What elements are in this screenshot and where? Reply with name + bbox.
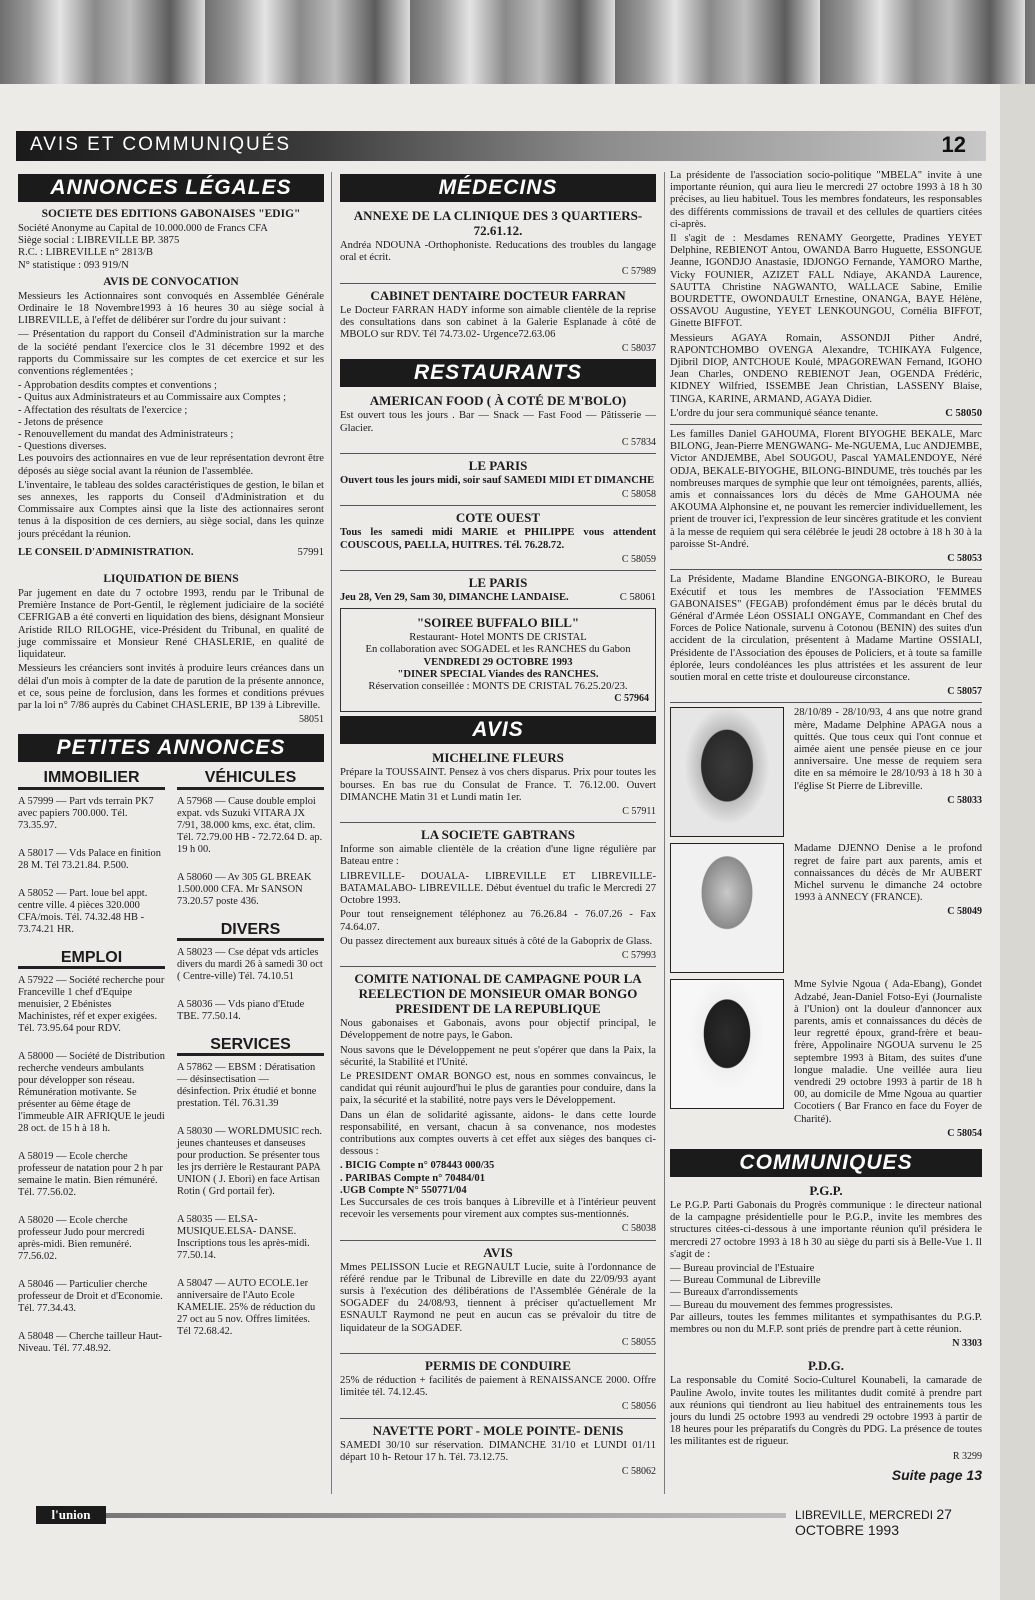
paragraph: Les pouvoirs des actionnaires en vue de leur représentation devront être déposés au siège social avant la réunion de l'assemblée.: [18, 453, 324, 477]
edig-info: [18, 223, 324, 272]
classified-ad: A 58000 — Société de Distribution recherche vendeurs ambulants pour développer son réseau. Rémunération motivante. Se présenter au 6ème étage de l'immeuble AIR AFRIQUE le jeudi 28 oct. de 15 h à 18 h.: [18, 1050, 165, 1134]
ref-number: C 58062: [621, 1466, 656, 1477]
paragraph: 28/10/89 - 28/10/93, 4 ans que notre grand mère, Madame Delphine APAGA nous a quittés. Que tous ceux qui l'ont connue et aimée aient une pensée pieuse en ce jour anniversaire. Une messe de requiem sera dite en sa mémoire le 28/10/93 à 18 h 30 à l'église St Pierre de Libreville.: [794, 707, 982, 792]
ref-number: C 57964: [614, 693, 649, 705]
ref-number: R 3299: [952, 1450, 982, 1462]
footer-date: [795, 1506, 1000, 1538]
ref-number: C 58055: [621, 1336, 656, 1348]
convocation-title: AVIS DE CONVOCATION: [103, 275, 239, 288]
obituary: [670, 707, 982, 837]
ref-number: 58051: [299, 714, 324, 726]
divider: [340, 1240, 656, 1241]
band-medecins: MÉDECINS: [340, 174, 656, 202]
buffalo-line: Réservation conseillée : MONTS DE CRISTAL 76.25.20/23.: [368, 681, 628, 693]
ref-number: C 58053: [947, 553, 982, 565]
paragraph: Dans un élan de solidarité agissante, aidons- le dans cette lourde responsabilité, en versant, chacun à sa convenance, nos modestes contributions aux comptes ouverts à cet effet aux sièges des banques ci-dessous :: [340, 1109, 656, 1158]
bank-account: . BICIG Compte n° 078443 000/35: [340, 1160, 495, 1172]
newspaper-logo: l'union: [36, 1506, 106, 1524]
category-divers: DIVERS: [177, 924, 324, 941]
paragraph: Jeu 28, Ven 29, Sam 30, DIMANCHE LANDAISE.: [340, 592, 569, 604]
paragraph: Est ouvert tous les jours . Bar — Snack — Fast Food — Pâtisserie — Glacier.: [340, 410, 656, 434]
column-divider: [331, 172, 332, 1494]
paragraph: La responsable du Comité Socio-Culturel Kounabeli, la camarade de Pauline Awolo, invite toutes les militantes dudit comité à prendre part aux réunions qui tiendront au lieu habituel des entrainements tous les jours du lundi 25 octobre 1993 au vendredi 29 octobre 1993 à partir de 18 heures pour les préparatifs du Congrès du PDG. La présence de toutes les militantes est de rigueur.: [670, 1375, 982, 1448]
pa-left-column: [18, 768, 165, 1370]
micheline-title: MICHELINE FLEURS: [432, 750, 564, 766]
paragraph: Nous savons que le Développement ne peut s'opérer que dans la Paix, la sécurité, la Stabilité et l'Unité.: [340, 1044, 656, 1068]
paragraph: Prépare la TOUSSAINT. Pensez à vos chers disparus. Prix pour toutes les bourses. En bas rue du Consulat de France. T. 76.12.00. Ouvert DIMANCHE Matin 31 et Lundi matin 1er.: [340, 767, 656, 803]
agenda-item: - Jetons de présence: [18, 416, 104, 428]
paragraph: 25% de réduction + facilités de paiement à RENAISSANCE 2000. Offre limitée tél. 74.12.45.: [340, 1374, 656, 1399]
paragraph: Pour tout renseignement téléphonez au 76.26.84 - 76.07.26 - Fax 74.64.07.: [340, 909, 656, 933]
info-line: Société Anonyme au Capital de 10.000.000 de Francs CFA: [18, 223, 268, 234]
portrait-photo: [670, 707, 784, 837]
divider: [670, 702, 982, 703]
portrait-photo: [670, 843, 784, 973]
paragraph: Madame DJENNO Denise a le profond regret de faire part aux parents, amis et connaissances du décès de Mr AUBERT Michel survenu le dimanche 24 octobre 1993 à ANNECY (FRANCE).: [794, 843, 982, 904]
divider: [340, 966, 656, 967]
signature-row: [18, 547, 324, 559]
paragraph: Il s'agit de : Mesdames RENAMY Georgette, Pradines YEYET Delphine, REBIENOT Antou, OWANDA Barro Huguette, ESSONGUE Jeanne, IGONDJO Anastasie, IDJONGO Fernande, YAMORO Marthe, Vicky FOUNIER, AZIZET FALL Ndiaye, AKANDA Laurence, SAUTTA Christine NAGWANTO, WALLACE Sabine, Emilie BOURDETTE, OWONDAULT Ernestine, ONANGA, BAYE Hélène, OSSAVOU Augustine, YEYET LENKOUNGOU, Cornélia BIFFOT, Ginette BIFFOT.: [670, 233, 982, 330]
paragraph: Le PRESIDENT OMAR BONGO est, nous en sommes convaincus, le candidat qui réunit aujourd'hui le plus de garanties pour conduire, dans la paix, la sécurité et la stabilité, notre pays vers le Développement.: [340, 1070, 656, 1107]
info-line: Siège social : LIBREVILLE BP. 3875: [18, 235, 180, 247]
divider: [340, 1418, 656, 1419]
ref-number: C 58057: [947, 686, 982, 698]
ref-number: C 58037: [621, 343, 656, 355]
annexe-title: ANNEXE DE LA CLINIQUE DES 3 QUARTIERS- 72.61.12.: [353, 208, 643, 238]
paragraph: Messieurs les Actionnaires sont convoqués en Assemblée Générale Ordinaire le 18 Novembre1993 à 16 heures 30 au siège social à LIBREVILLE, à l'effet de délibérer sur l'ordre du jour suivant :: [18, 290, 324, 327]
edig-title: SOCIETE DES EDITIONS GABONAISES "EDIG": [41, 208, 301, 220]
category-services: SERVICES: [177, 1039, 324, 1056]
paragraph: Par ailleurs, toutes les femmes militantes et sympathisantes du P.G.P. membres ou non du M.F.P. sont priés de prendre part à cette réunion.: [670, 1311, 982, 1335]
buffalo-title: "SOIREE BUFFALO BILL": [416, 615, 580, 631]
band-communiques: COMMUNIQUES: [670, 1149, 982, 1177]
classified-ad: A 58047 — AUTO ECOLE.1er anniversaire de l'Auto Ecole KAMELIE. 25% de réduction du 27 oct au 5 nov. Offres limitées. Tél 72.68.42.: [177, 1277, 316, 1337]
ref-number: C 58033: [947, 794, 982, 806]
farran-title: CABINET DENTAIRE DOCTEUR FARRAN: [370, 287, 626, 303]
comite-title: COMITE NATIONAL DE CAMPAGNE POUR LA REELECTION DE MONSIEUR OMAR BONGO PRESIDENT DE LA REPUBLIQUE: [354, 971, 642, 1017]
buffalo-line: En collaboration avec SOGADEL et les RANCHES du Gabon: [365, 644, 631, 656]
paragraph: Les Succursales de ces trois banques à Libreville et à l'intérieur peuvent recevoir les versements pour virement aux comptes sus-mentionnés.: [340, 1196, 656, 1221]
paragraph: Mmes PELISSON Lucie et REGNAULT Lucie, suite à l'ordonnance de référé rendue par le Tribunal de Libreville en date du 22/09/93 ayant sursis à l'exécution des délibérations de l'Assemblée Générale de la SOGADEF du 24/08/93, tiennent à préciser qu'actuellement Mr ESNAULT Raymond ne peut en aucun cas se prévaloir du titre de liquidateur de la SOGADEF.: [340, 1261, 656, 1334]
paragraph: — Présentation du rapport du Conseil d'Administration sur la marche de la société pendant l'exercice clos le 31 décembre 1992 et des rapports du Commissaire sur les comptes de cet exercice et sur les conventions réglementées ;: [18, 329, 324, 378]
column-divider: [664, 172, 665, 1494]
photo-edge-shadow: [0, 0, 1035, 84]
agenda-item: - Approbation desdits comptes et conventions ;: [18, 380, 217, 392]
ref-number: C 58049: [947, 906, 982, 918]
list-item: — Bureaux d'arrondissements: [670, 1287, 798, 1299]
paragraph: Par jugement en date du 7 octobre 1993, rendu par le Tribunal de Première Instance de Port-Gentil, le règlement judiciaire de la société CEFRIGAB a été converti en liquidation des biens, désignant Monsieur Aristide RILO RILOGHE, vice-Président du Tribunal, en qualité de juge commissaire et Monsieur René CHASLERIE, en qualité de liquidateur.: [18, 588, 324, 661]
paragraph: Tous les samedi midi MARIE et PHILIPPE vous attendent COUSCOUS, PAELLA, HUITRES. Tél. 76.28.72.: [340, 527, 656, 551]
classified-ad: A 58060 — Av 305 GL BREAK 1.500.000 CFA. Mr SANSON 73.20.57 poste 436.: [177, 871, 312, 907]
paragraph: Andréa NDOUNA -Orthophoniste. Reducations des troubles du langage oral et écrit.: [340, 240, 656, 264]
classified-ad: A 58048 — Cherche tailleur Haut-Niveau. Tél. 77.48.92.: [18, 1330, 162, 1354]
classified-ad: A 58046 — Particulier cherche professeur de Droit et d'Economie. Tél. 77.34.43.: [18, 1278, 163, 1314]
classified-ad: A 57922 — Société recherche pour Franceville 1 chef d'Equipe menuisier, 2 Ebénistes Machinistes, réf et exper exigées. Tél. 73.95.64 pour RDV.: [18, 974, 165, 1034]
column-left: [18, 170, 324, 1371]
info-line: R.C. : LIBREVILLE n° 2813/B: [18, 247, 153, 259]
classified-ad: A 58052 — Part. loue bel appt. centre ville. 4 pièces 320.000 CFA/mois. Tél. 74.32.48 HB - 73.74.21 HR.: [18, 887, 148, 935]
paragraph: Messieurs les créanciers sont invités à produire leurs créances dans un délai d'un mois à compter de la date de parution de la présente annonce, et ce, sous peine de forclusion, dans les formes et conditions prévues par la loi n° 7/86 auprès du Cabinet CHASLERIE, BP 139 à Libreville.: [18, 663, 324, 711]
divider: [670, 424, 982, 425]
section-title: AVIS ET COMMUNIQUÉS: [30, 134, 292, 155]
obituary-text: [794, 707, 982, 837]
info-line: N° statistique : 093 919/N: [18, 259, 129, 271]
classified-ad: A 58017 — Vds Palace en finition 28 M. Tél 73.21.84. P.500.: [18, 847, 161, 871]
buffalo-line: "DINER SPECIAL Viandes des RANCHES.: [397, 668, 599, 680]
divider: [340, 283, 656, 284]
paragraph: Ouvert tous les jours midi, soir sauf SAMEDI MIDI ET DIMANCHE: [340, 475, 655, 487]
divider: [340, 1353, 656, 1354]
avis-title: AVIS: [483, 1244, 513, 1260]
classified-ad: A 57999 — Part vds terrain PK7 avec papiers 700.000. Tél. 73.35.97.: [18, 795, 154, 831]
obituary-text: [794, 843, 982, 973]
agenda-item: - Affectation des résultats de l'exercice ;: [18, 404, 188, 416]
pgp-title: P.G.P.: [809, 1182, 843, 1198]
paragraph: Ou passez directement aux bureaux situés à côté de la Gaboprix de Glass.: [340, 935, 653, 947]
american-title: AMERICAN FOOD ( À COTÉ DE M'BOLO): [369, 393, 627, 409]
paris-title: LE PARIS: [468, 575, 528, 591]
list-item: — Bureau provincial de l'Estuaire: [670, 1262, 815, 1274]
agenda-item: - Quitus aux Administrateurs et au Commissaire aux Comptes ;: [18, 392, 287, 404]
mbela-footer: [670, 408, 982, 420]
ref-number: C 58050: [945, 407, 982, 419]
ref-number: C 58038: [621, 1223, 656, 1235]
category-vehicules: VÉHICULES: [177, 772, 324, 789]
permis-title: PERMIS DE CONDUIRE: [425, 1357, 571, 1373]
paris-line: [340, 592, 656, 604]
classified-ad: A 57862 — EBSM : Dératisation — désinsectisation — désinfection. Prix étudié et bonne prestation. Tél. 76.31.39: [177, 1061, 317, 1109]
page-number: 12: [941, 132, 966, 157]
pdg-title: P.D.G.: [808, 1358, 844, 1374]
band-annonces-legales: ANNONCES LÉGALES: [18, 174, 324, 202]
ref-number: C 57911: [622, 806, 656, 818]
obituary: [670, 843, 982, 973]
paragraph: L'inventaire, le tableau des soldes caractéristiques de gestion, le bilan et ses annexes, les rapports du Conseil d'Administration et du Commissaire aux Comptes ainsi que la liste des actionnaires seront tenus à la disposition de ces derniers, au siège social, dans les quinze jours précédant la réunion.: [18, 479, 324, 540]
paragraph: Le P.G.P. Parti Gabonais du Progrès communique : le directeur national de la campagne présidentielle pour le P.G.P., invite les membres des structures citées-ci-dessous à une importante réunion qu'il présidera le mercredi 27 octobre 1993 à 18 h 30 au siège du parti sis à Belle-Vue 1. Il s'agit de :: [670, 1199, 982, 1260]
classified-ad: A 58019 — Ecole cherche professeur de natation pour 2 h par semaine le matin. Bien rémunéré. Tél. 77.56.02.: [18, 1150, 163, 1198]
section-header: [16, 131, 986, 161]
petites-annonces-grid: [18, 768, 324, 1370]
category-emploi: EMPLOI: [18, 952, 165, 969]
date-value: 27 OCTOBRE 1993: [795, 1506, 952, 1538]
footer-rule: [106, 1513, 786, 1518]
bank-account: . PARIBAS Compte n° 70484/01: [340, 1172, 486, 1184]
paragraph: Le Docteur FARRAN HADY informe son aimable clientèle de la reprise des consultations dans son cabinet à la Galerie Esplanade à côté de MBOLO sur RDV. Tél 74.73.02- Urgence72.63.06: [340, 304, 656, 341]
ref-number: C 57993: [621, 949, 656, 961]
gabtrans-title: LA SOCIETE GABTRANS: [421, 827, 575, 843]
ref-number: C 58059: [621, 553, 656, 565]
agenda-item: - Renouvellement du mandat des Administrateurs ;: [18, 429, 234, 441]
ref-number: C 58056: [621, 1401, 656, 1413]
buffalo-line: VENDREDI 29 OCTOBRE 1993: [423, 656, 573, 668]
band-restaurants: RESTAURANTS: [340, 359, 656, 387]
list-item: — Bureau Communal de Libreville: [670, 1275, 821, 1287]
classified-ad: A 58035 — ELSA-MUSIQUE.ELSA- DANSE. Inscriptions tous les après-midi. 77.50.14.: [177, 1213, 310, 1261]
agenda-item: - Questions diverses.: [18, 441, 107, 453]
buffalo-box: [340, 608, 656, 712]
buffalo-line: Restaurant- Hotel MONTS DE CRISTAL: [409, 632, 587, 644]
obituary: [670, 979, 982, 1143]
obituary-text: [794, 979, 982, 1143]
classified-ad: A 58023 — Cse dépat vds articles divers du mardi 26 à samedi 30 oct ( Centre-ville) Tél. 74.10.51: [177, 946, 323, 982]
page-footer: [0, 1506, 1000, 1538]
band-avis: AVIS: [340, 716, 656, 744]
bank-account: .UGB Compte N° 550771/04: [340, 1184, 467, 1196]
list-item: — Bureau du mouvement des femmes progressistes.: [670, 1299, 893, 1311]
ref-number: C 58054: [947, 1127, 982, 1139]
paragraph: Informe son aimable clientèle de la création d'une ligne régulière par Bateau entre :: [340, 844, 656, 868]
classified-ad: A 57968 — Cause double emploi expat. vds Suzuki VITARA JX 7/91, 38.000 kms, exc. état, clim. Tél. 72.79.00 HB - 72.72.64 D. ap. 19 h 00.: [177, 795, 323, 855]
classified-ad: A 58036 — Vds piano d'Etude TBE. 77.50.14.: [177, 998, 305, 1022]
classified-ad: A 58020 — Ecole cherche professeur Judo pour mercredi après-midi. Bien remunéré. 77.56.02.: [18, 1214, 145, 1262]
paragraph: Mme Sylvie Ngoua ( Ada-Ebang), Gondet Adzabé, Jean-Daniel Fotso-Eyi (Journaliste à l'Union) ont la douleur d'annoncer aux parents, amis et connaissances du décès de leur regretté époux, grand-frère et beau-frère, Appolinaire NGOUA survenu le 25 septembre 1993 à Bitam, des suites d'une longue maladie. Une veillée aura lieu vendredi 29 octobre 1993 à partir de 18 h 00, au domicile de Mme Ngoua au quartier Cocotiers ( Bar Franco en face du Foyer de Charité).: [794, 979, 982, 1125]
divider: [340, 822, 656, 823]
liquidation-title: LIQUIDATION DE BIENS: [103, 573, 239, 586]
paragraph: La Présidente, Madame Blandine ENGONGA-BIKORO, le Bureau Exécutif et tous les membres de l'Association 'FEMMES GABONAISES" (FEGAB) profondément émus par le décès brutal du Général d'Armée Léon OSSIALI ONGAYE, Commandant en Chef des Forces de Police Nationale, survenu à Cotonou (BENIN) des suites d'un accident de la circulation, présentent à Madame Martine OSSIALI, Présidente de l'Association des épouses de Policiers, et à toute sa famille éplorée, leurs condoléances les plus attristées et les assurent de leur soutien moral en cette triste et douloureuse circonstance.: [670, 574, 982, 683]
divider: [340, 453, 656, 454]
ref-number: C 58061: [619, 592, 656, 604]
paragraph: Nous gabonaises et Gabonais, avons pour objectif principal, le Développement de notre pays, le Gabon.: [340, 1018, 656, 1042]
ref-number: N 3303: [952, 1338, 982, 1350]
signature: LE CONSEIL D'ADMINISTRATION.: [18, 546, 194, 558]
divider: [670, 569, 982, 570]
paragraph: LIBREVILLE- DOUALA- LIBREVILLE ET LIBREVILLE- BATAMALABO- LIBREVILLE. Début éventuel du trafic le Mercredi 27 Octobre 1993.: [340, 870, 656, 907]
paragraph: L'ordre du jour sera communiqué séance tenante.: [670, 407, 879, 419]
paragraph: La présidente de l'association socio-politique "MBELA" invite à une importante réunion, qui aura lieu le mercredi 27 octobre 1993 à 18 h 30 précises, au lieu habituel. Tous les membres fondateurs, les responsables des différents commissions de travail et des cellules de quartiers citées ci-après.: [670, 170, 982, 230]
date-prefix: LIBREVILLE, MERCREDI: [795, 1508, 934, 1522]
ref-number: C 58058: [621, 489, 656, 501]
paragraph: Les familles Daniel GAHOUMA, Florent BIYOGHE BEKALE, Marc BILONG, Jean-Pierre MENGWANG- Me-NGUEMA, Luc ANDJEMBE, Victor ANDJEMBE, Abel SOUGOU, Pascal YAMALENDOYE, Néré ODJA, BEKALE-BIYOGHE, BILONG-BINDUME, très touchés par les nombreuses marques de symphie que leur ont témoignées, parents, alliés, amis et connaissances lors du décès de Mme GAHOUMA née AKOUMA Alphonsine et, ne pouvant les remercier individuellement, les prient de trouver ici, l'expression de leur sincères gratitude et les convient à la messe de requiem qui sera célébrée le jeudi 28 octobre à 18 h 30 à la paroisse St-André.: [670, 429, 982, 550]
column-middle: [340, 170, 656, 1481]
continued-link: Suite page 13: [891, 1466, 982, 1483]
category-immobilier: IMMOBILIER: [18, 772, 165, 789]
divider: [340, 505, 656, 506]
portrait-photo: [670, 979, 784, 1109]
divider: [340, 570, 656, 571]
column-right: [670, 170, 982, 1481]
pa-right-column: [177, 768, 324, 1370]
paragraph: Messieurs AGAYA Romain, ASSONDJI Pither André, RAPONTCHOMBO OVENGA Alexandre, TCHIKAYA Fulgence, Djibril DIOP, ANTCHOUE Koulé, MPAGOREWAN Fernand, IGOHO Jean Charles, ONDENO REBIENOT Jean, OGENDA Frédéric, KIDNEY Wilfried, ISSEMBE Jean Christian, LASSENY Blaise, TINGA, KARINE, ARMAND, AGAYA Didier.: [670, 332, 982, 405]
classified-ad: A 58030 — WORLDMUSIC rech. jeunes chanteuses et danseuses pour production. Se présenter tous les jrs derrière le Restaurant PAPA UNION ( J. Ebori) en face Artisan Rotin ( Grd portail fer).: [177, 1125, 322, 1197]
ref-number: C 57989: [621, 266, 656, 278]
navette-title: NAVETTE PORT - MOLE POINTE- DENIS: [372, 1422, 624, 1438]
ref-number: C 57834: [621, 436, 656, 448]
paris-title: LE PARIS: [468, 458, 528, 474]
ref-number: 57991: [297, 546, 324, 558]
paragraph: SAMEDI 30/10 sur réservation. DIMANCHE 31/10 et LUNDI 01/11 départ 10 h- Retour 17 h. Tél. 73.12.75.: [340, 1439, 656, 1463]
coteouest-title: COTE OUEST: [455, 510, 541, 526]
band-petites-annonces: PETITES ANNONCES: [18, 734, 324, 762]
